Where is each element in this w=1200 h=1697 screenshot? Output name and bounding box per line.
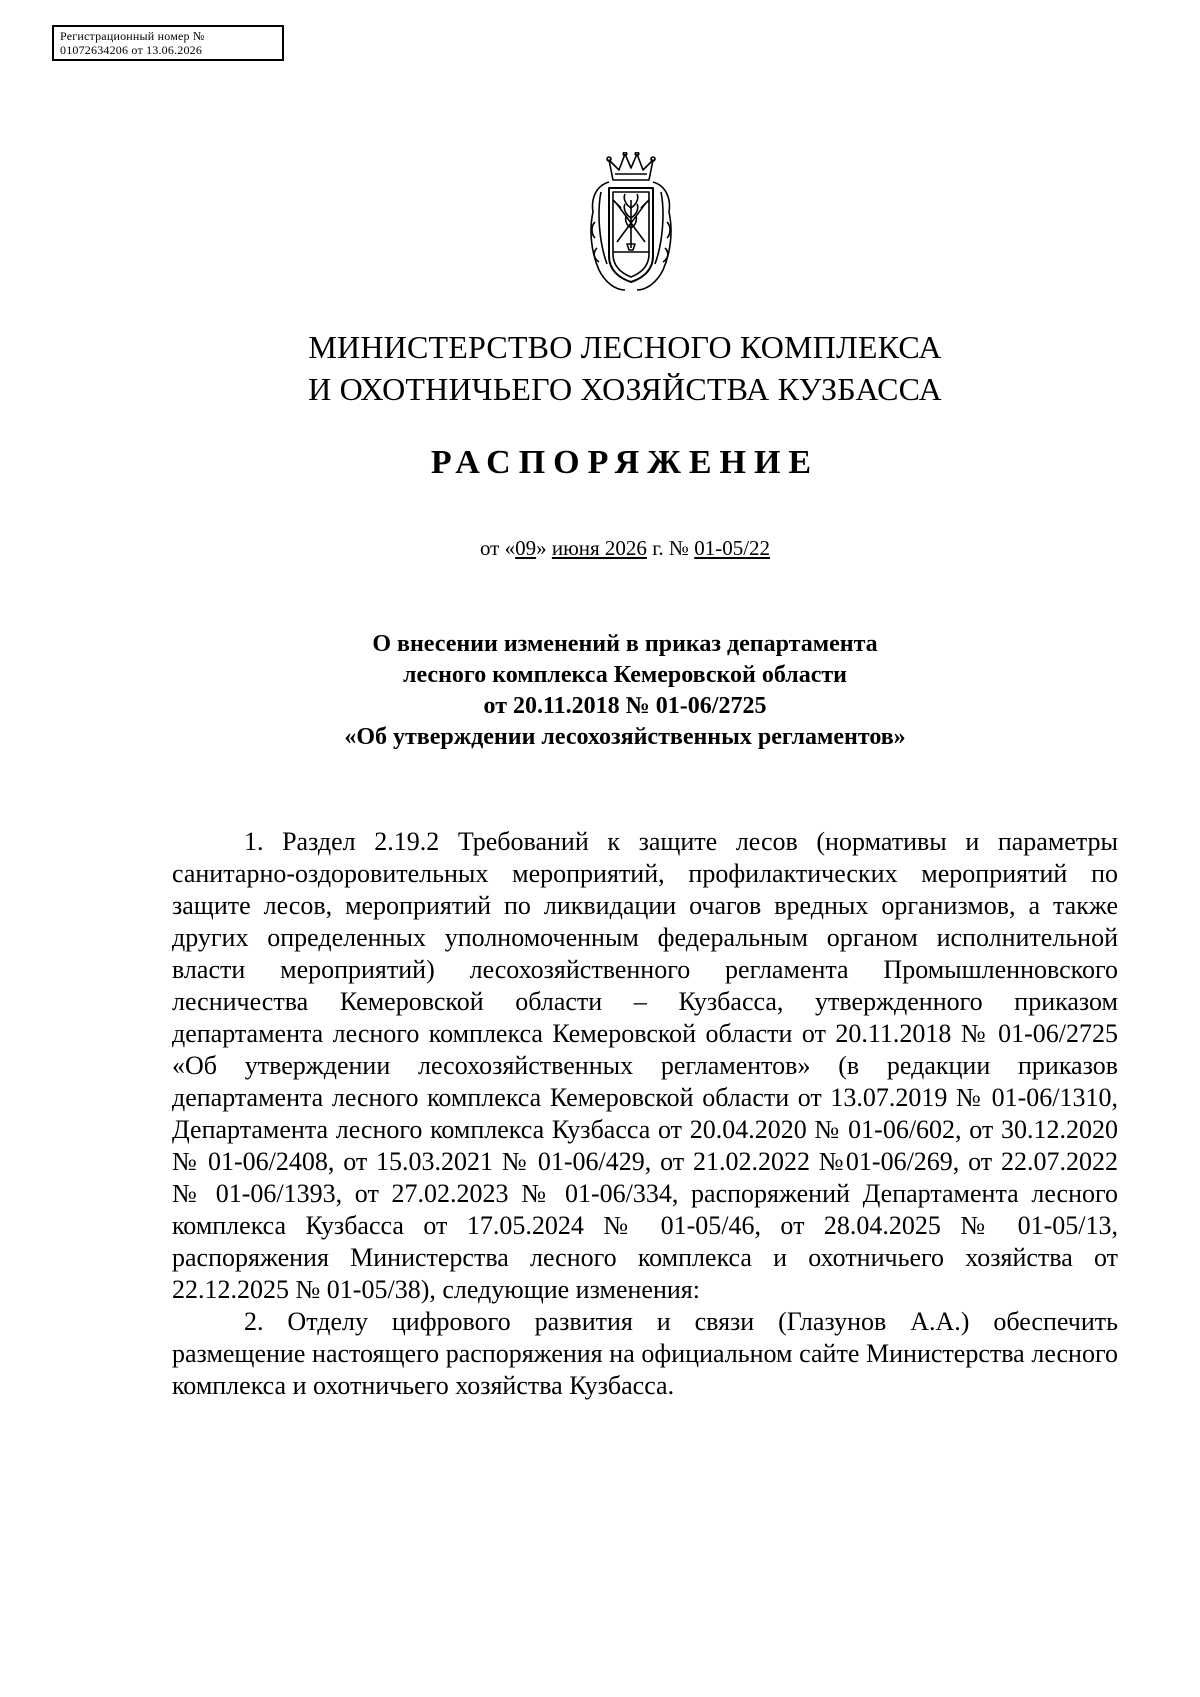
- date-prefix: от «: [479, 536, 516, 560]
- title-line-3: от 20.11.2018 № 01-06/2725: [483, 693, 767, 719]
- date-suffix: г. №: [646, 536, 695, 560]
- ministry-name-line-2: И ОХОТНИЧЬЕГО ХОЗЯЙСТВА КУЗБАССА: [308, 371, 942, 407]
- document-number: 01-05/22: [694, 536, 771, 560]
- coat-of-arms-kuzbass-icon: [585, 152, 677, 294]
- ministry-name-line-1: МИНИСТЕРСТВО ЛЕСНОГО КОМПЛЕКСА: [308, 329, 942, 365]
- date-mid: »: [536, 536, 552, 560]
- title-line-4: «Об утверждении лесохозяйственных регламентов»: [344, 724, 906, 750]
- document-body: [172, 826, 1118, 1402]
- date-and-number-inner: [480, 536, 770, 560]
- registration-stamp: [52, 25, 284, 61]
- paragraph-1: 1. Раздел 2.19.2 Требований к защите лесов (нормативы и параметры санитарно-оздоровительных мероприятий, профилактических мероприятий по защите лесов, мероприятий по ликвидации очагов вредных организмов, а также других определенных уполномоченным федеральным органом исполнительной власти мероприятий) лесохозяйственного регламента Промышленновского лесничества Кемеровской области – Кузбасса, утвержденного приказом департамента лесного комплекса Кемеровской области от 20.11.2018 № 01-06/2725 «Об утверждении лесохозяйственных регламентов» (в редакции приказов департамента лесного комплекса Кемеровской области от 13.07.2019 № 01-06/1310, Департамента лесного комплекса Кузбасса от 20.04.2020 № 01-06/602, от 30.12.2020 № 01-06/2408, от 15.03.2021 № 01-06/429, от 21.02.2022 №01-06/269, от 22.07.2022 № 01-06/1393, от 27.02.2023 № 01-06/334, распоряжений Департамента лесного комплекса Кузбасса от 17.05.2024 № 01-05/46, от 28.04.2025 № 01-05/13, распоряжения Министерства лесного комплекса и охотничьего хозяйства от 22.12.2025 № 01-05/38), следующие изменения:: [172, 827, 1118, 1304]
- document-title: [0, 629, 1200, 753]
- ministry-name: [0, 326, 1200, 410]
- paragraph-2: 2. Отделу цифрового развития и связи (Глазунов А.А.) обеспечить размещение настоящего распоряжения на официальном сайте Министерства лесного комплекса и охотничьего хозяйства Кузбасса.: [172, 1307, 1118, 1400]
- title-line-1: О внесении изменений в приказ департамента: [372, 631, 878, 657]
- date-month-year: июня 2026: [551, 536, 647, 560]
- registration-label: Регистрационный номер №: [60, 29, 205, 43]
- document-type-label: РАСПОРЯЖЕНИЕ: [430, 444, 820, 481]
- date-and-number: [0, 536, 1200, 561]
- date-day: 09: [515, 536, 537, 560]
- document-type: [0, 444, 1200, 482]
- registration-number: 01072634206 от 13.06.2026: [60, 43, 203, 57]
- title-line-2: лесного комплекса Кемеровской области: [403, 662, 847, 688]
